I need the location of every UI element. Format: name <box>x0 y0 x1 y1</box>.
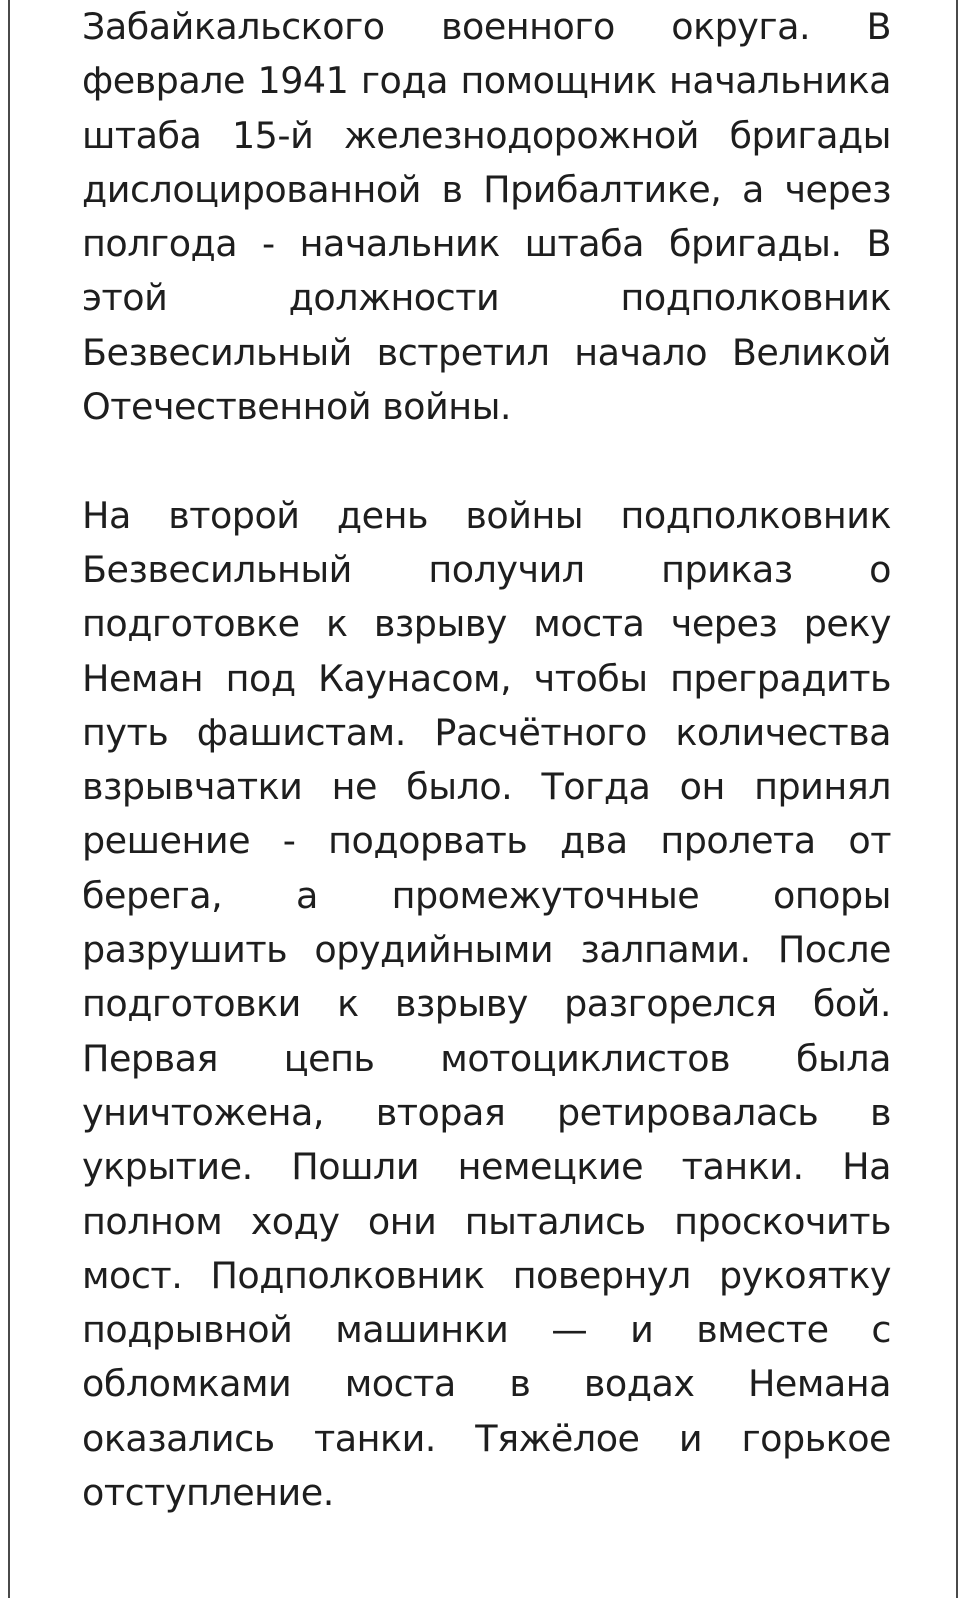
paragraph-2: На второй день войны подполковник Безвесильный получил приказ о подготовке к взрыву моста через реку Неман под Каунасом, чтобы преградить путь фашистам. Расчётного количества взрывчатки не было. Тогда он принял решение - подорвать два пролета от берега, а промежуточные опоры разрушить орудийными залпами. После подготовки к взрыву разгорелся бой. Первая цепь мотоциклистов была уничтожена, вторая ретировалась в укрытие. Пошли немецкие танки. На полном ходу они пытались проскочить мост. Подполковник повернул рукоятку подрывной машинки — и вместе с обломками моста в водах Немана оказались танки. Тяжёлое и горькое отступление. <box>82 493 891 1515</box>
article-body <box>82 0 891 1520</box>
paragraph-1: Забайкальского военного округа. В феврале 1941 года помощник начальника штаба 15-й железнодорожной бригады дислоцированной в Прибалтике, а через полгода - начальник штаба бригады. В этой должности подполковник Безвесильный встретил начало Великой Отечественной войны. <box>82 5 891 429</box>
paragraph-spacer <box>82 434 891 488</box>
